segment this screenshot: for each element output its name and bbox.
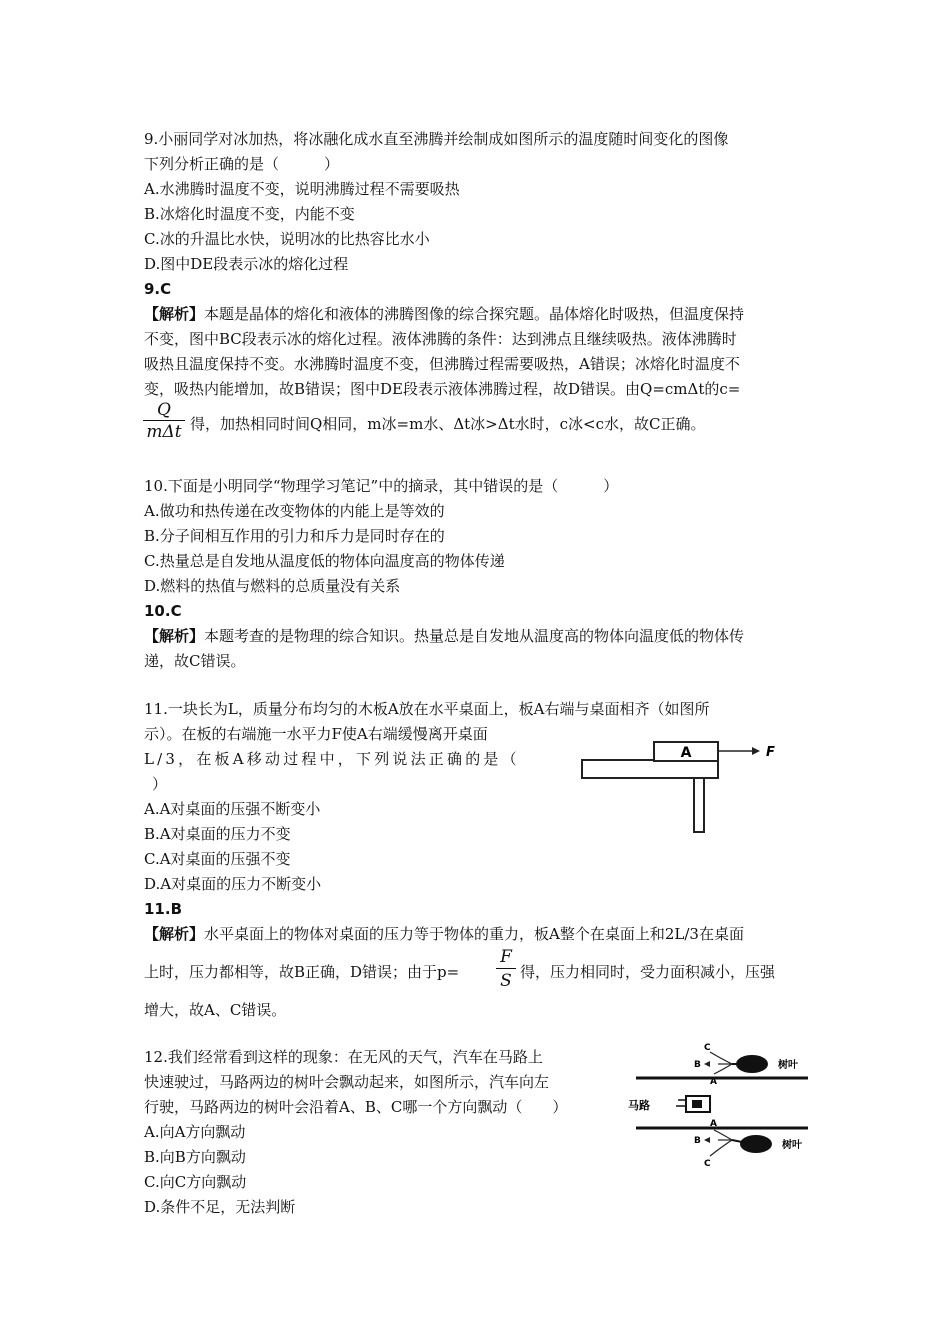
q10-analysis-text1: 本题考查的是物理的综合知识。热量总是自发地从温度高的物体向温度低的物体传 — [204, 627, 745, 645]
q9-fraction — [143, 400, 185, 443]
q12-option-b: B.向B方向飘动 — [144, 1148, 246, 1166]
q9-analysis-line3: 吸热且温度保持不变。水沸腾时温度不变，但沸腾过程需要吸热，A错误；冰熔化时温度不 — [144, 355, 740, 373]
q12-road-figure — [622, 1040, 822, 1172]
q9-analysis-line2: 不变，图中BC段表示冰的熔化过程。液体沸腾的条件：达到沸点且继续吸热。液体沸腾时 — [144, 330, 737, 348]
q12-option-d: D.条件不足，无法判断 — [144, 1198, 296, 1216]
q12-option-a: A.向A方向飘动 — [144, 1123, 246, 1141]
q9-analysis-line1 — [144, 302, 744, 327]
q12-stem-line2: 快速驶过，马路两边的树叶会飘动起来，如图所示，汽车向左 — [144, 1073, 550, 1091]
q11-analysis-line3: 增大，故A、C错误。 — [144, 1001, 287, 1019]
q11-analysis-text1: 水平桌面上的物体对桌面的压力等于物体的重力，板A整个在桌面上和2L/3在桌面 — [204, 925, 744, 943]
force-f-label: F — [766, 745, 775, 760]
q11-option-d: D.A对桌面的压力不断变小 — [144, 875, 322, 893]
top-arrow-a — [714, 1064, 732, 1074]
q11-analysis-line1 — [144, 922, 744, 947]
q12-option-c: C.向C方向飘动 — [144, 1173, 247, 1191]
q9-option-d: D.图中DE段表示冰的熔化过程 — [144, 255, 349, 273]
top-arrow-c — [710, 1052, 732, 1064]
q11-option-b: B.A对桌面的压力不变 — [144, 825, 291, 843]
q11-board-figure — [580, 735, 780, 835]
q9-analysis-line5: 得，加热相同时间Q相同，m冰=m水、Δt冰>Δt水时，c冰<c水，故C正确。 — [190, 415, 706, 433]
force-arrow-head — [752, 747, 760, 755]
q9-stem-line1: 9.小丽同学对冰加热，将冰融化成水直至沸腾并绘制成如图所示的温度随时间变化的图像 — [144, 130, 729, 148]
q9-fraction-denominator: mΔt — [143, 420, 185, 443]
q11-stem-line4: ） — [152, 775, 168, 793]
bottom-arrow-a — [714, 1130, 732, 1140]
analysis-tag: 【解析】 — [144, 925, 205, 943]
bottom-leaf-stem — [732, 1140, 742, 1142]
q11-analysis-line2b: 得，压力相同时，受力面积减小，压强 — [520, 963, 776, 981]
q11-option-a: A.A对桌面的压强不断变小 — [144, 800, 321, 818]
q9-fraction-numerator: Q — [157, 400, 171, 420]
analysis-tag: 【解析】 — [144, 627, 205, 645]
q10-answer: 10.C — [144, 602, 182, 620]
q11-analysis-line2a: 上时，压力都相等，故B正确，D错误；由于p= — [144, 963, 460, 981]
analysis-tag: 【解析】 — [144, 305, 205, 323]
bottom-label-a: A — [710, 1119, 717, 1129]
bottom-label-b: B — [694, 1136, 701, 1146]
board-a-label: A — [680, 745, 692, 761]
top-leaf — [736, 1055, 768, 1073]
q10-option-b: B.分子间相互作用的引力和斥力是同时存在的 — [144, 527, 445, 545]
q11-stem-line3: L/3，在板A移动过程中，下列说法正确的是（ — [144, 750, 520, 768]
q11-stem-line1: 11.一块长为L，质量分布均匀的木板A放在水平桌面上，板A右端与桌面相齐（如图所 — [144, 700, 710, 718]
q11-option-c: C.A对桌面的压强不变 — [144, 850, 291, 868]
bottom-label-c: C — [704, 1159, 711, 1169]
car-window — [692, 1100, 702, 1108]
q11-stem-line2: 示）。在板的右端施一水平力F使A右端缓慢离开桌面 — [144, 725, 488, 743]
q9-stem-line2: 下列分析正确的是（ ） — [144, 155, 340, 173]
q9-option-a: A.水沸腾时温度不变，说明沸腾过程不需要吸热 — [144, 180, 460, 198]
table-leg — [694, 778, 704, 832]
q9-analysis-line4: 变，吸热内能增加，故B错误；图中DE段表示液体沸腾过程，故D错误。由Q=cmΔt的c= — [144, 380, 741, 398]
q9-answer: 9.C — [144, 280, 172, 298]
q11-fraction-denominator: S — [496, 968, 516, 993]
top-arrowhead-b — [704, 1061, 710, 1067]
q10-analysis-line2: 递，故C错误。 — [144, 652, 246, 670]
top-label-a: A — [710, 1077, 717, 1087]
top-label-b: B — [694, 1060, 701, 1070]
road-label: 马路 — [628, 1099, 650, 1112]
table-top — [582, 760, 718, 778]
bottom-leaf — [740, 1135, 772, 1153]
q9-option-b: B.冰熔化时温度不变，内能不变 — [144, 205, 355, 223]
top-leaf-label: 树叶 — [778, 1060, 798, 1071]
bottom-leaf-label: 树叶 — [782, 1140, 802, 1151]
q12-stem-line1: 12.我们经常看到这样的现象：在无风的天气，汽车在马路上 — [144, 1048, 543, 1066]
bottom-arrowhead-b — [704, 1137, 710, 1143]
q9-option-c: C.冰的升温比水快，说明冰的比热容比水小 — [144, 230, 430, 248]
q9-analysis-text1: 本题是晶体的熔化和液体的沸腾图像的综合探究题。晶体熔化时吸热，但温度保持 — [204, 305, 745, 323]
q11-answer: 11.B — [144, 900, 183, 918]
bottom-arrow-c — [710, 1140, 732, 1156]
q12-stem-line3: 行驶，马路两边的树叶会沿着A、B、C哪一个方向飘动（ ） — [144, 1098, 568, 1116]
q10-stem: 10.下面是小明同学“物理学习笔记”中的摘录，其中错误的是（ ） — [144, 477, 619, 495]
q11-fraction-numerator: F — [500, 947, 512, 967]
q10-option-d: D.燃料的热值与燃料的总质量没有关系 — [144, 577, 401, 595]
q10-option-a: A.做功和热传递在改变物体的内能上是等效的 — [144, 502, 445, 520]
top-label-c: C — [704, 1043, 711, 1053]
q11-fraction — [496, 946, 516, 993]
q10-analysis-line1 — [144, 624, 744, 649]
q10-option-c: C.热量总是自发地从温度低的物体向温度高的物体传递 — [144, 552, 505, 570]
